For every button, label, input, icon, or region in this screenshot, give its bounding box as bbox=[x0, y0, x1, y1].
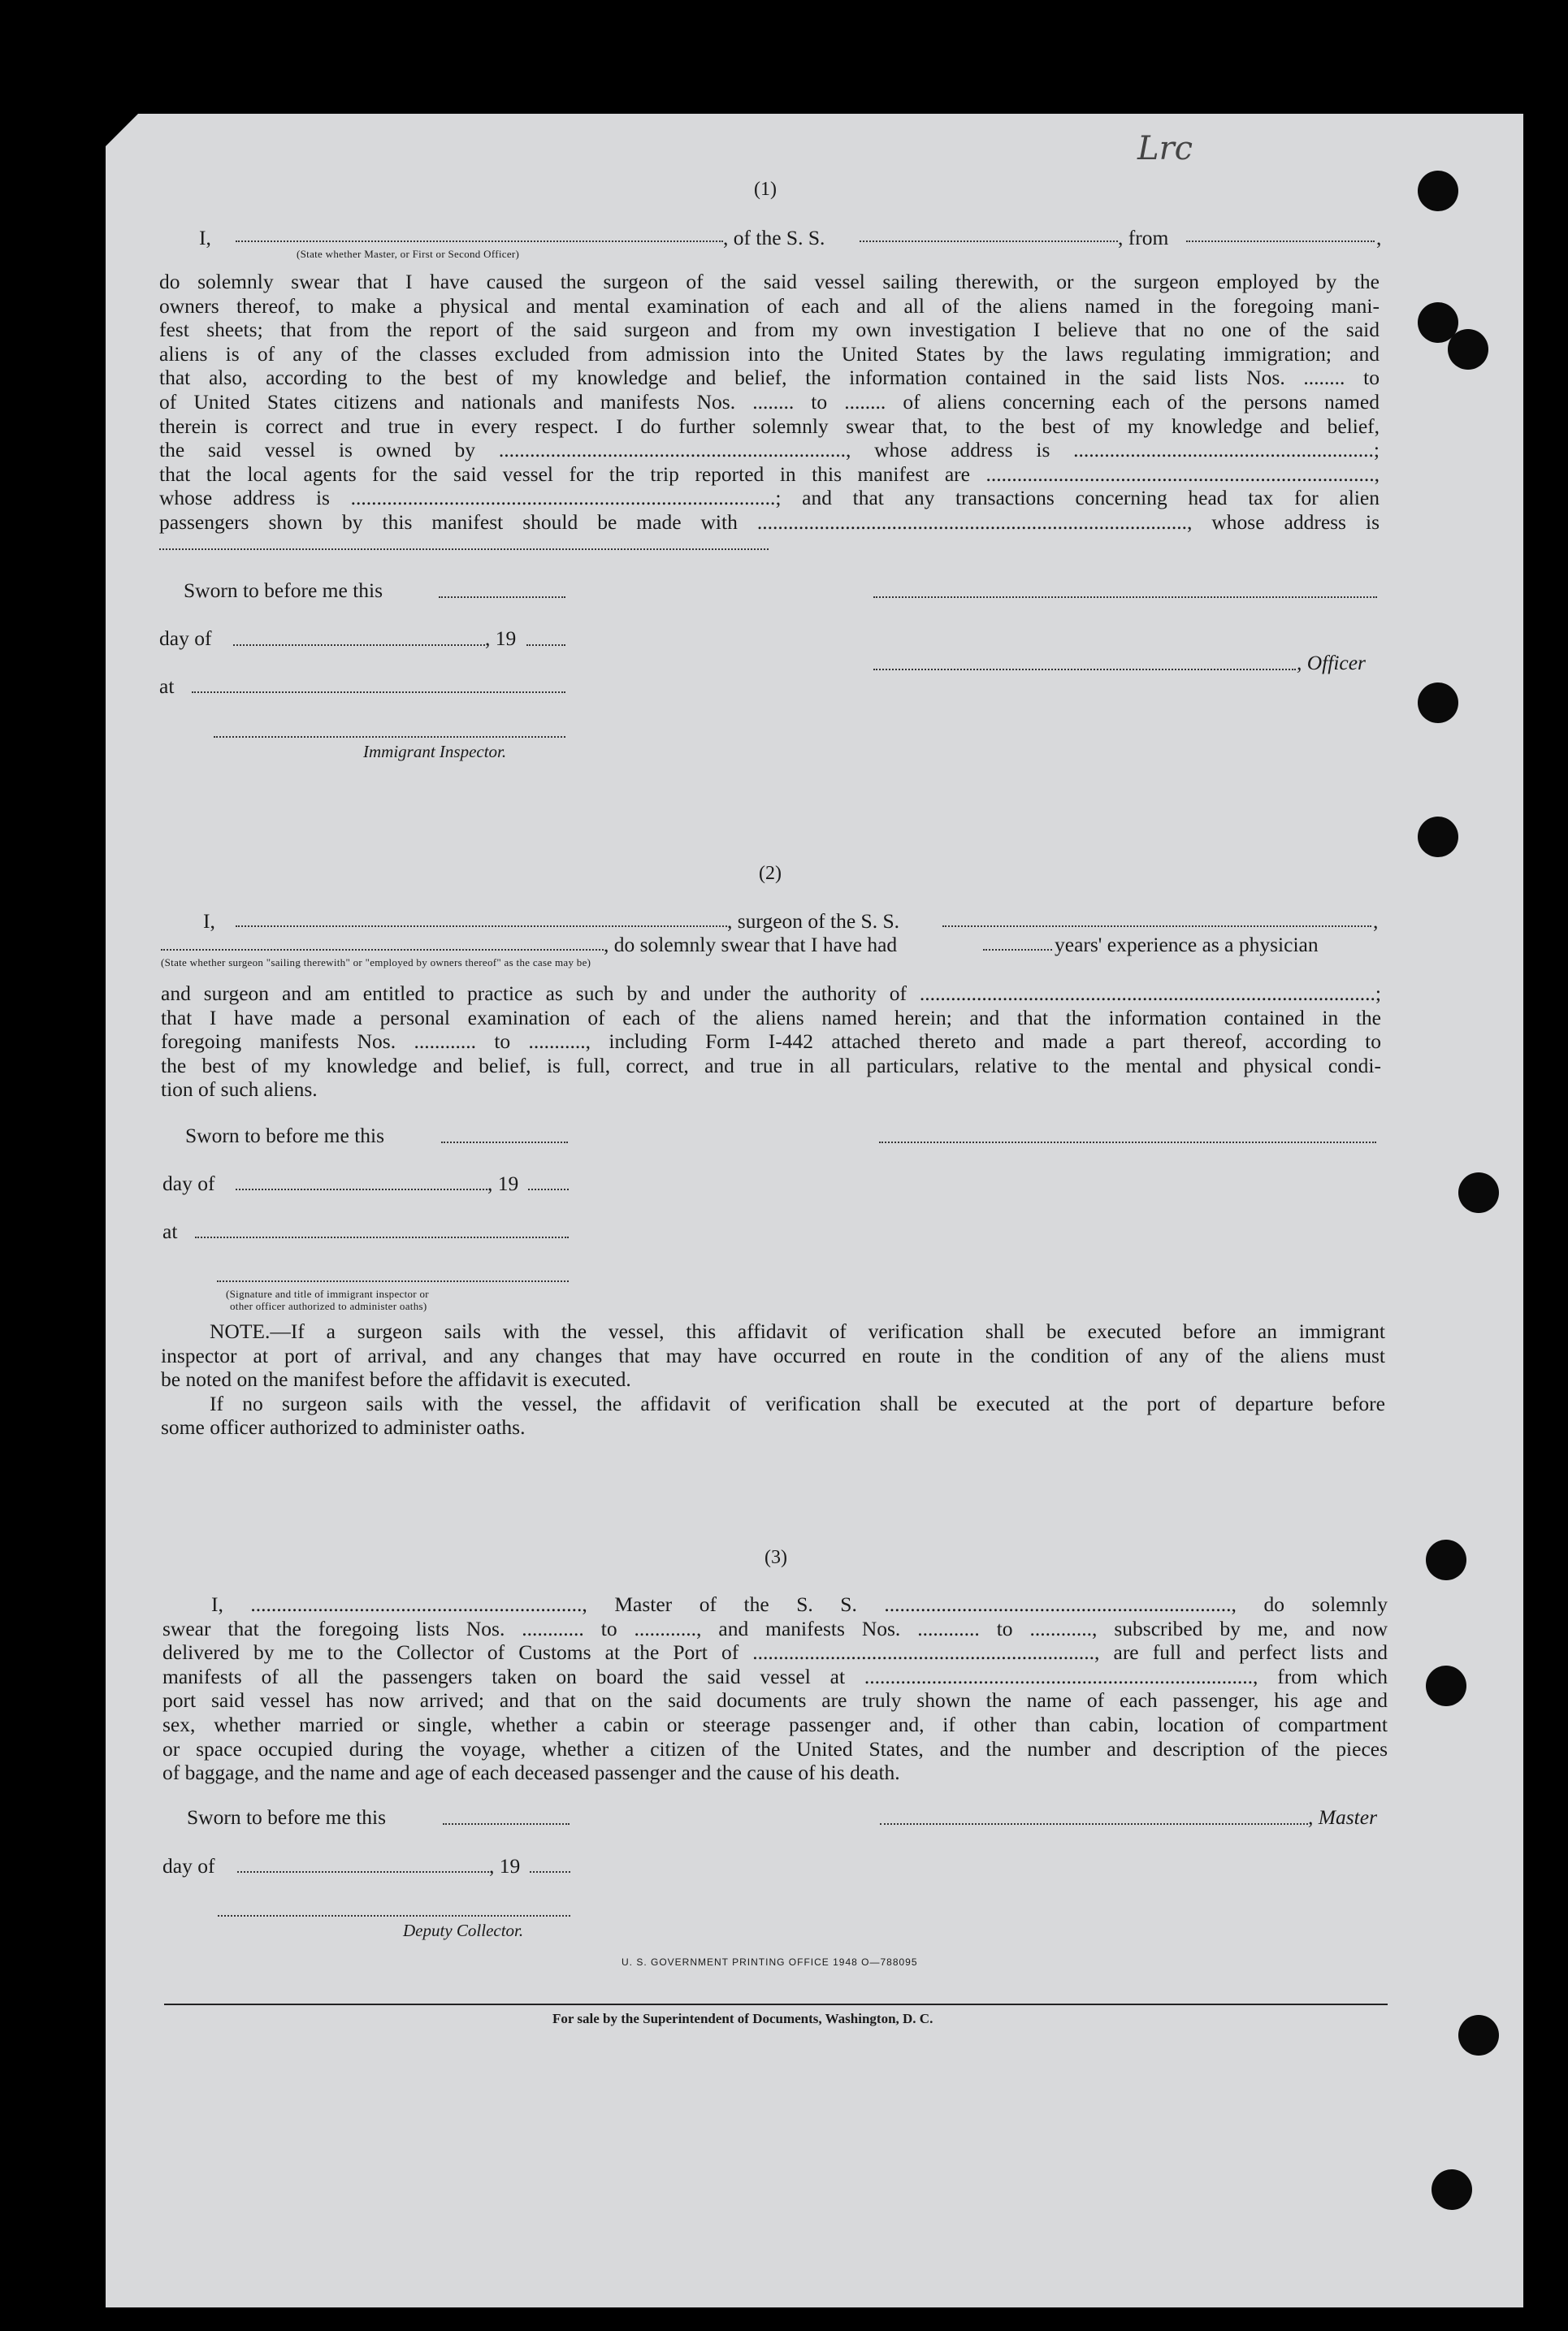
binder-hole bbox=[1458, 2015, 1499, 2056]
s2-year-label: , 19 bbox=[487, 1172, 519, 1195]
s3-day-of-field[interactable] bbox=[237, 1871, 489, 1873]
s1-line: of United States citizens and nationals and manifests Nos. ........ to ........ of aliens concerning each of the persons named bbox=[159, 389, 1380, 414]
s3-line: manifests of all the passengers taken on board the said vessel at ..........................................................................., from which bbox=[162, 1664, 1388, 1688]
s2-surgeon-type-field[interactable] bbox=[161, 949, 604, 951]
s1-rank-caption: (State whether Master, or First or Second Officer) bbox=[297, 248, 520, 260]
s3-line: port said vessel has now arrived; and that on the said documents are truly shown the name of each passenger, his age and bbox=[162, 1688, 1388, 1713]
s2-ship-name-field[interactable] bbox=[942, 925, 1371, 927]
binder-hole bbox=[1418, 817, 1458, 857]
note-line: NOTE.—If a surgeon sails with the vessel, this affidavit of verification shall be executed before an immigrant bbox=[210, 1319, 1385, 1343]
s1-day-of-field[interactable] bbox=[233, 644, 485, 646]
s1-master-signature-field[interactable] bbox=[873, 596, 1377, 598]
s2-line: the best of my knowledge and belief, is full, correct, and true in all particulars, relative to the mental and physical condi- bbox=[161, 1053, 1381, 1077]
s3-oath-text bbox=[162, 1592, 1388, 1785]
binder-hole bbox=[1448, 329, 1488, 370]
s3-line: I, ................................................................, Master of the S. S. ..................................................................., do solemnly bbox=[211, 1592, 1388, 1616]
s3-year-field[interactable] bbox=[530, 1871, 570, 1873]
s3-line: swear that the foregoing lists Nos. ............ to ............, and manifests Nos. ............ to ............, subscribed by me, and now bbox=[162, 1616, 1388, 1640]
s2-surgeon-name-field[interactable] bbox=[236, 925, 727, 927]
s1-oath-text bbox=[159, 270, 1380, 535]
s3-sworn-date-field[interactable] bbox=[443, 1823, 570, 1825]
s3-line: or space occupied during the voyage, whether a citizen of the United States, and the number and description of the pieces bbox=[162, 1736, 1388, 1761]
s1-inspector-label: Immigrant Inspector. bbox=[363, 742, 507, 761]
s1-sworn-label: Sworn to before me this bbox=[184, 578, 383, 602]
section-3-number: (3) bbox=[765, 1547, 787, 1568]
note-line: some officer authorized to administer oaths. bbox=[161, 1415, 526, 1440]
s1-ss-label: , of the S. S. bbox=[723, 226, 825, 249]
s1-from-label: , from bbox=[1118, 226, 1169, 249]
note-line: inspector at port of arrival, and any changes that may have occurred en route in the condition of any of the aliens must bbox=[161, 1343, 1385, 1367]
s2-line: tion of such aliens. bbox=[161, 1077, 318, 1102]
s2-inspector-signature-field[interactable] bbox=[217, 1280, 569, 1282]
s2-surgeon-signature-field[interactable] bbox=[879, 1142, 1376, 1143]
s1-year-field[interactable] bbox=[526, 644, 565, 646]
s1-at-field[interactable] bbox=[192, 691, 565, 693]
s2-comma: , bbox=[1373, 909, 1379, 933]
s2-day-of-field[interactable] bbox=[236, 1189, 487, 1190]
s2-i-label: I, bbox=[203, 909, 215, 933]
s2-surgeon-label: , surgeon of the S. S. bbox=[727, 909, 900, 933]
note-line: be noted on the manifest before the affidavit is executed. bbox=[161, 1367, 631, 1392]
binder-hole bbox=[1418, 171, 1458, 211]
for-sale-notice: For sale by the Superintendent of Documents, Washington, D. C. bbox=[552, 2011, 933, 2026]
s1-line: aliens is of any of the classes excluded from admission into the United States by the laws regulating immigration; and bbox=[159, 341, 1380, 366]
s1-at-label: at bbox=[159, 674, 175, 698]
s2-at-field[interactable] bbox=[195, 1237, 569, 1238]
s1-year-label: , 19 bbox=[485, 626, 517, 650]
s1-line: do solemnly swear that I have caused the surgeon of the said vessel sailing therewith, or the surgeon employed by the bbox=[159, 270, 1380, 293]
s2-sig-caption: other officer authorized to administer oaths) bbox=[230, 1300, 427, 1312]
s3-day-of-label: day of bbox=[162, 1854, 215, 1878]
s3-collector-signature-field[interactable] bbox=[218, 1915, 570, 1917]
s3-year-label: , 19 bbox=[489, 1854, 521, 1878]
s2-day-of-label: day of bbox=[162, 1172, 215, 1195]
binder-hole bbox=[1458, 1172, 1499, 1213]
section-2-number: (2) bbox=[759, 863, 782, 884]
s3-master-signature-field[interactable] bbox=[880, 1823, 1308, 1825]
s3-line: delivered by me to the Collector of Customs at the Port of .................................................................., are full and perfect lists and bbox=[162, 1640, 1388, 1665]
s3-collector-label: Deputy Collector. bbox=[403, 1921, 524, 1940]
s2-sworn-date-field[interactable] bbox=[441, 1142, 568, 1143]
s1-ship-name-field[interactable] bbox=[860, 240, 1118, 242]
handwritten-annotation: Lrc bbox=[1137, 130, 1193, 167]
section-1-number: (1) bbox=[754, 179, 777, 200]
s1-day-of-label: day of bbox=[159, 626, 212, 650]
s1-officer-name-field[interactable] bbox=[873, 669, 1296, 670]
footer-rule bbox=[164, 2004, 1388, 2005]
s3-sworn-label: Sworn to before me this bbox=[187, 1805, 387, 1829]
note-line: If no surgeon sails with the vessel, the affidavit of verification shall be executed at the port of departure before bbox=[210, 1391, 1385, 1415]
s2-at-label: at bbox=[162, 1220, 178, 1243]
s2-line: foregoing manifests Nos. ............ to ..........., including Form I-442 attached thereto and made a part thereof, according to bbox=[161, 1029, 1381, 1054]
s2-oath-text bbox=[161, 981, 1381, 1102]
s2-swear-label: , do solemnly swear that I have had bbox=[604, 933, 898, 956]
s2-sig-caption: (Signature and title of immigrant inspector or bbox=[226, 1288, 429, 1300]
s2-line: and surgeon and am entitled to practice as such by and under the authority of ........................................................................................; bbox=[161, 981, 1381, 1005]
s1-line: therein is correct and true in every respect. I do further solemnly swear that, to the best of my knowledge and belief, bbox=[159, 414, 1380, 438]
s2-surgeon-type-caption: (State whether surgeon "sailing therewith" or "employed by owners thereof" as the case may be) bbox=[161, 956, 591, 968]
s3-master-label: , Master bbox=[1308, 1805, 1377, 1829]
s1-officer-rank-field[interactable] bbox=[236, 240, 723, 242]
s1-line: passengers shown by this manifest should be made with ..................................................................................., whose address is bbox=[159, 509, 1380, 534]
s2-years-label: years' experience as a physician bbox=[1055, 933, 1319, 956]
s2-years-field[interactable] bbox=[983, 949, 1052, 951]
s3-line: of baggage, and the name and age of each deceased passenger and the cause of his death. bbox=[162, 1761, 900, 1785]
s1-line: that the local agents for the said vessel for the trip reported in this manifest are ..........................................................................., bbox=[159, 461, 1380, 486]
s1-address-continuation-field[interactable] bbox=[159, 548, 769, 550]
binder-hole bbox=[1426, 1666, 1466, 1706]
s1-comma: , bbox=[1376, 226, 1382, 249]
s1-line: the said vessel is owned by ..................................................................., whose address is ..........................................................; bbox=[159, 438, 1380, 462]
s2-line: that I have made a personal examination of each of the aliens named herein; and that the information contained in the bbox=[161, 1005, 1381, 1029]
binder-hole bbox=[1432, 2169, 1472, 2210]
s3-line: sex, whether married or single, whether a cabin or steerage passenger and, if other than cabin, location of compartment bbox=[162, 1712, 1388, 1736]
binder-hole bbox=[1426, 1540, 1466, 1580]
binder-hole bbox=[1418, 682, 1458, 723]
s1-i-label: I, bbox=[199, 226, 211, 249]
s1-line: fest sheets; that from the report of the said surgeon and from my own investigation I believe that no one of the said bbox=[159, 318, 1380, 342]
s1-line: owners thereof, to make a physical and mental examination of each and all of the aliens named in the foregoing mani- bbox=[159, 293, 1380, 318]
s1-inspector-signature-field[interactable] bbox=[214, 736, 565, 738]
s1-line: that also, according to the best of my knowledge and belief, the information contained in the said lists Nos. ........ to bbox=[159, 366, 1380, 390]
printing-office-imprint: U. S. GOVERNMENT PRINTING OFFICE 1948 O—788095 bbox=[622, 1956, 918, 1968]
s1-sworn-date-field[interactable] bbox=[439, 596, 565, 598]
s1-officer-label: , Officer bbox=[1297, 651, 1366, 674]
s2-sworn-label: Sworn to before me this bbox=[185, 1124, 385, 1147]
s1-from-field[interactable] bbox=[1186, 240, 1375, 242]
s2-year-field[interactable] bbox=[528, 1189, 569, 1190]
s1-line: whose address is ..................................................................................; and that any transactions concerning head tax for alien bbox=[159, 486, 1380, 510]
s2-note-text bbox=[161, 1319, 1385, 1440]
